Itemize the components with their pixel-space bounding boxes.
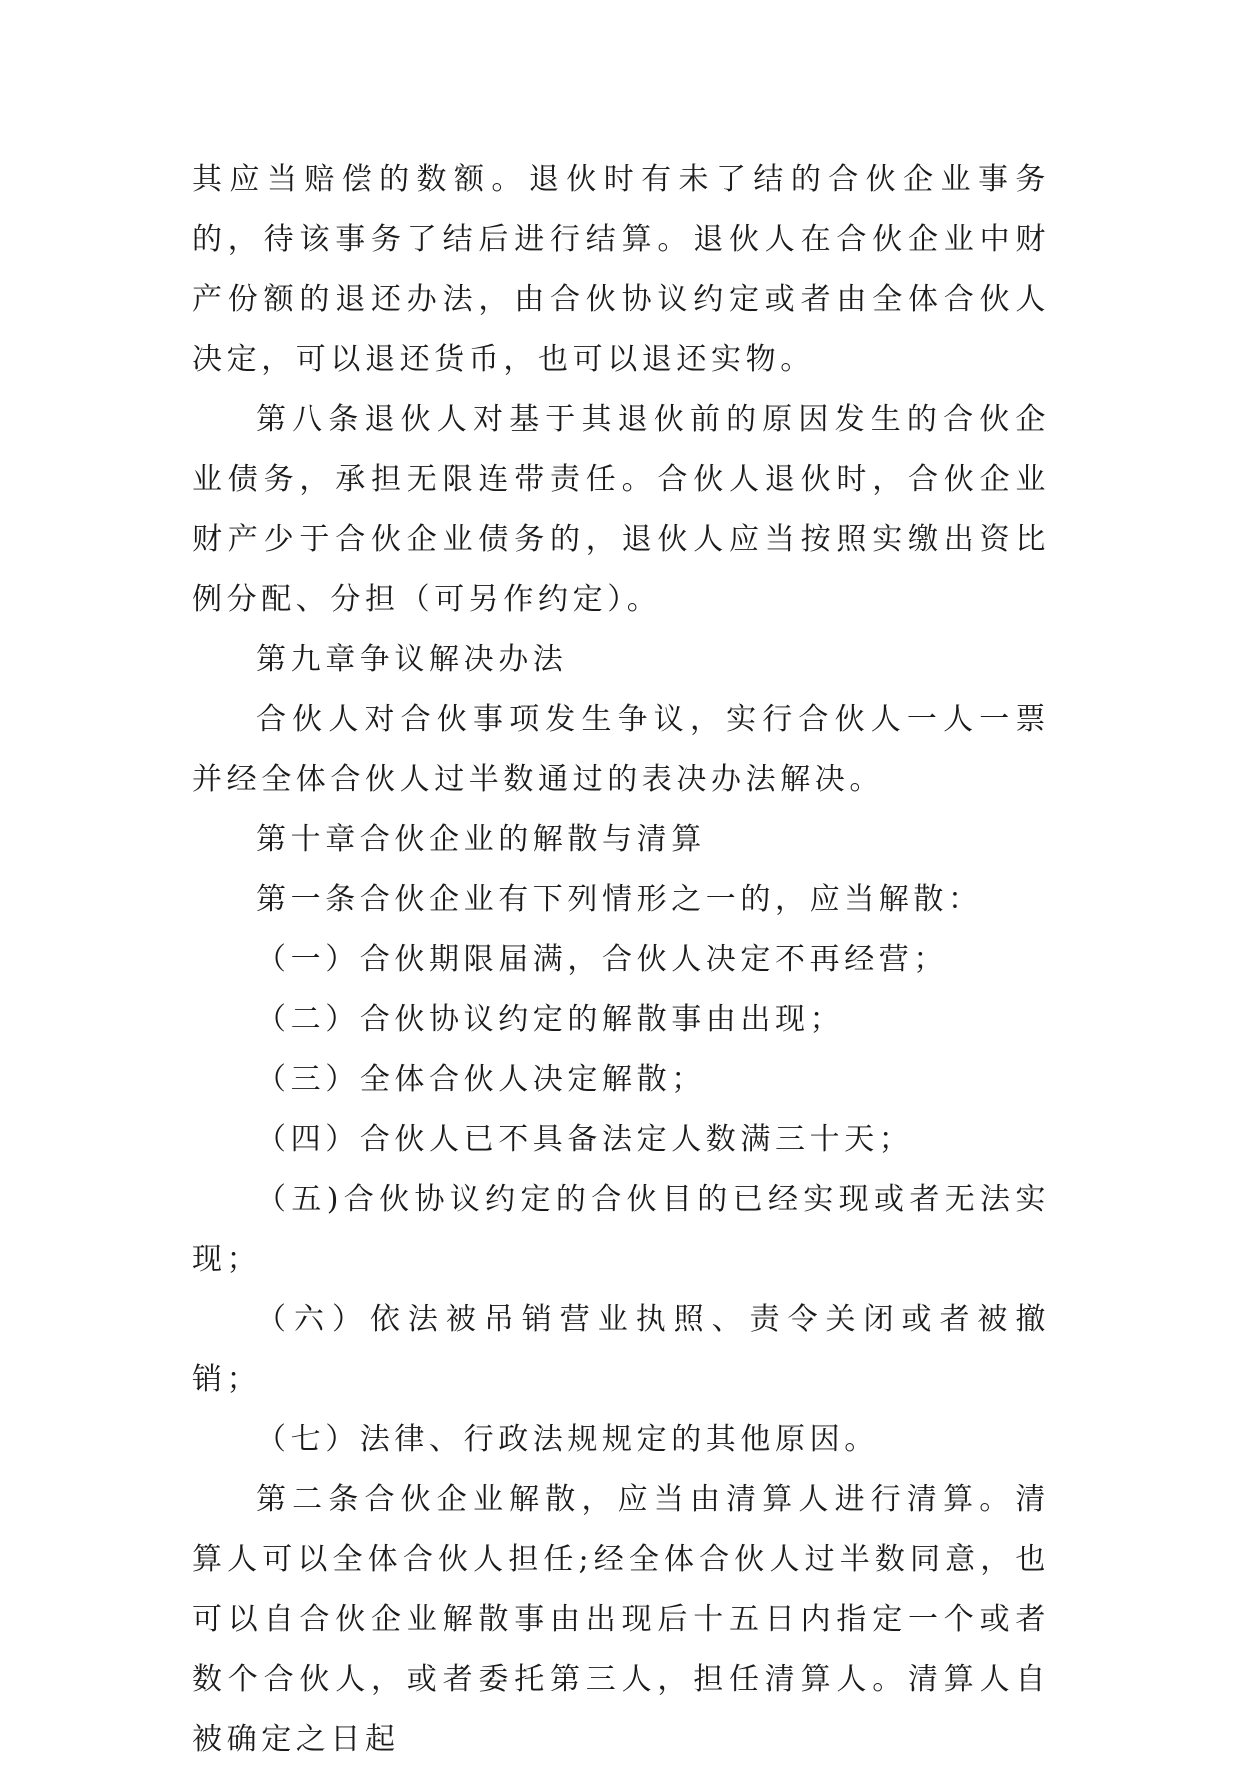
list-item-4: （四）合伙人已不具备法定人数满三十天； bbox=[256, 1122, 914, 1157]
list-item-3: （三）全体合伙人决定解散； bbox=[256, 1062, 706, 1097]
paragraph-settlement-continued: 其应当赔偿的数额。退伙时有未了结的合伙企业事务的，待该事务了结后进行结算。退伙人在合伙企业中财产份额的退还办法，由合伙协议约定或者由全体合伙人决定，可以退还货币，也可以退还实物。 bbox=[192, 162, 1050, 377]
chapter-9-heading: 第九章争议解决办法 bbox=[256, 642, 568, 677]
list-item-2: （二）合伙协议约定的解散事由出现； bbox=[256, 1002, 845, 1037]
list-item-5: （五)合伙协议约定的合伙目的已经实现或者无法实现； bbox=[192, 1182, 1050, 1277]
list-item-7: （七）法律、行政法规规定的其他原因。 bbox=[256, 1422, 879, 1457]
paragraph-article-1: 第一条合伙企业有下列情形之一的，应当解散： bbox=[256, 882, 983, 917]
paragraph-article-2: 第二条合伙企业解散，应当由清算人进行清算。清算人可以全体合伙人担任;经全体合伙人过半数同意，也可以自合伙企业解散事由出现后十五日内指定一个或者数个合伙人，或者委托第三人，担任清算人。清算人自被确定之日起 bbox=[192, 1482, 1050, 1757]
list-item-6: （六）依法被吊销营业执照、责令关闭或者被撤销； bbox=[192, 1302, 1050, 1397]
list-item-1: （一）合伙期限届满，合伙人决定不再经营； bbox=[256, 942, 948, 977]
paragraph-article-8: 第八条退伙人对基于其退伙前的原因发生的合伙企业债务，承担无限连带责任。合伙人退伙时，合伙企业财产少于合伙企业债务的，退伙人应当按照实缴出资比例分配、分担（可另作约定）。 bbox=[192, 402, 1050, 617]
paragraph-dispute-resolution: 合伙人对合伙事项发生争议，实行合伙人一人一票并经全体合伙人过半数通过的表决办法解决。 bbox=[192, 702, 1050, 797]
document-body bbox=[192, 150, 1050, 1770]
chapter-10-heading: 第十章合伙企业的解散与清算 bbox=[256, 822, 706, 857]
